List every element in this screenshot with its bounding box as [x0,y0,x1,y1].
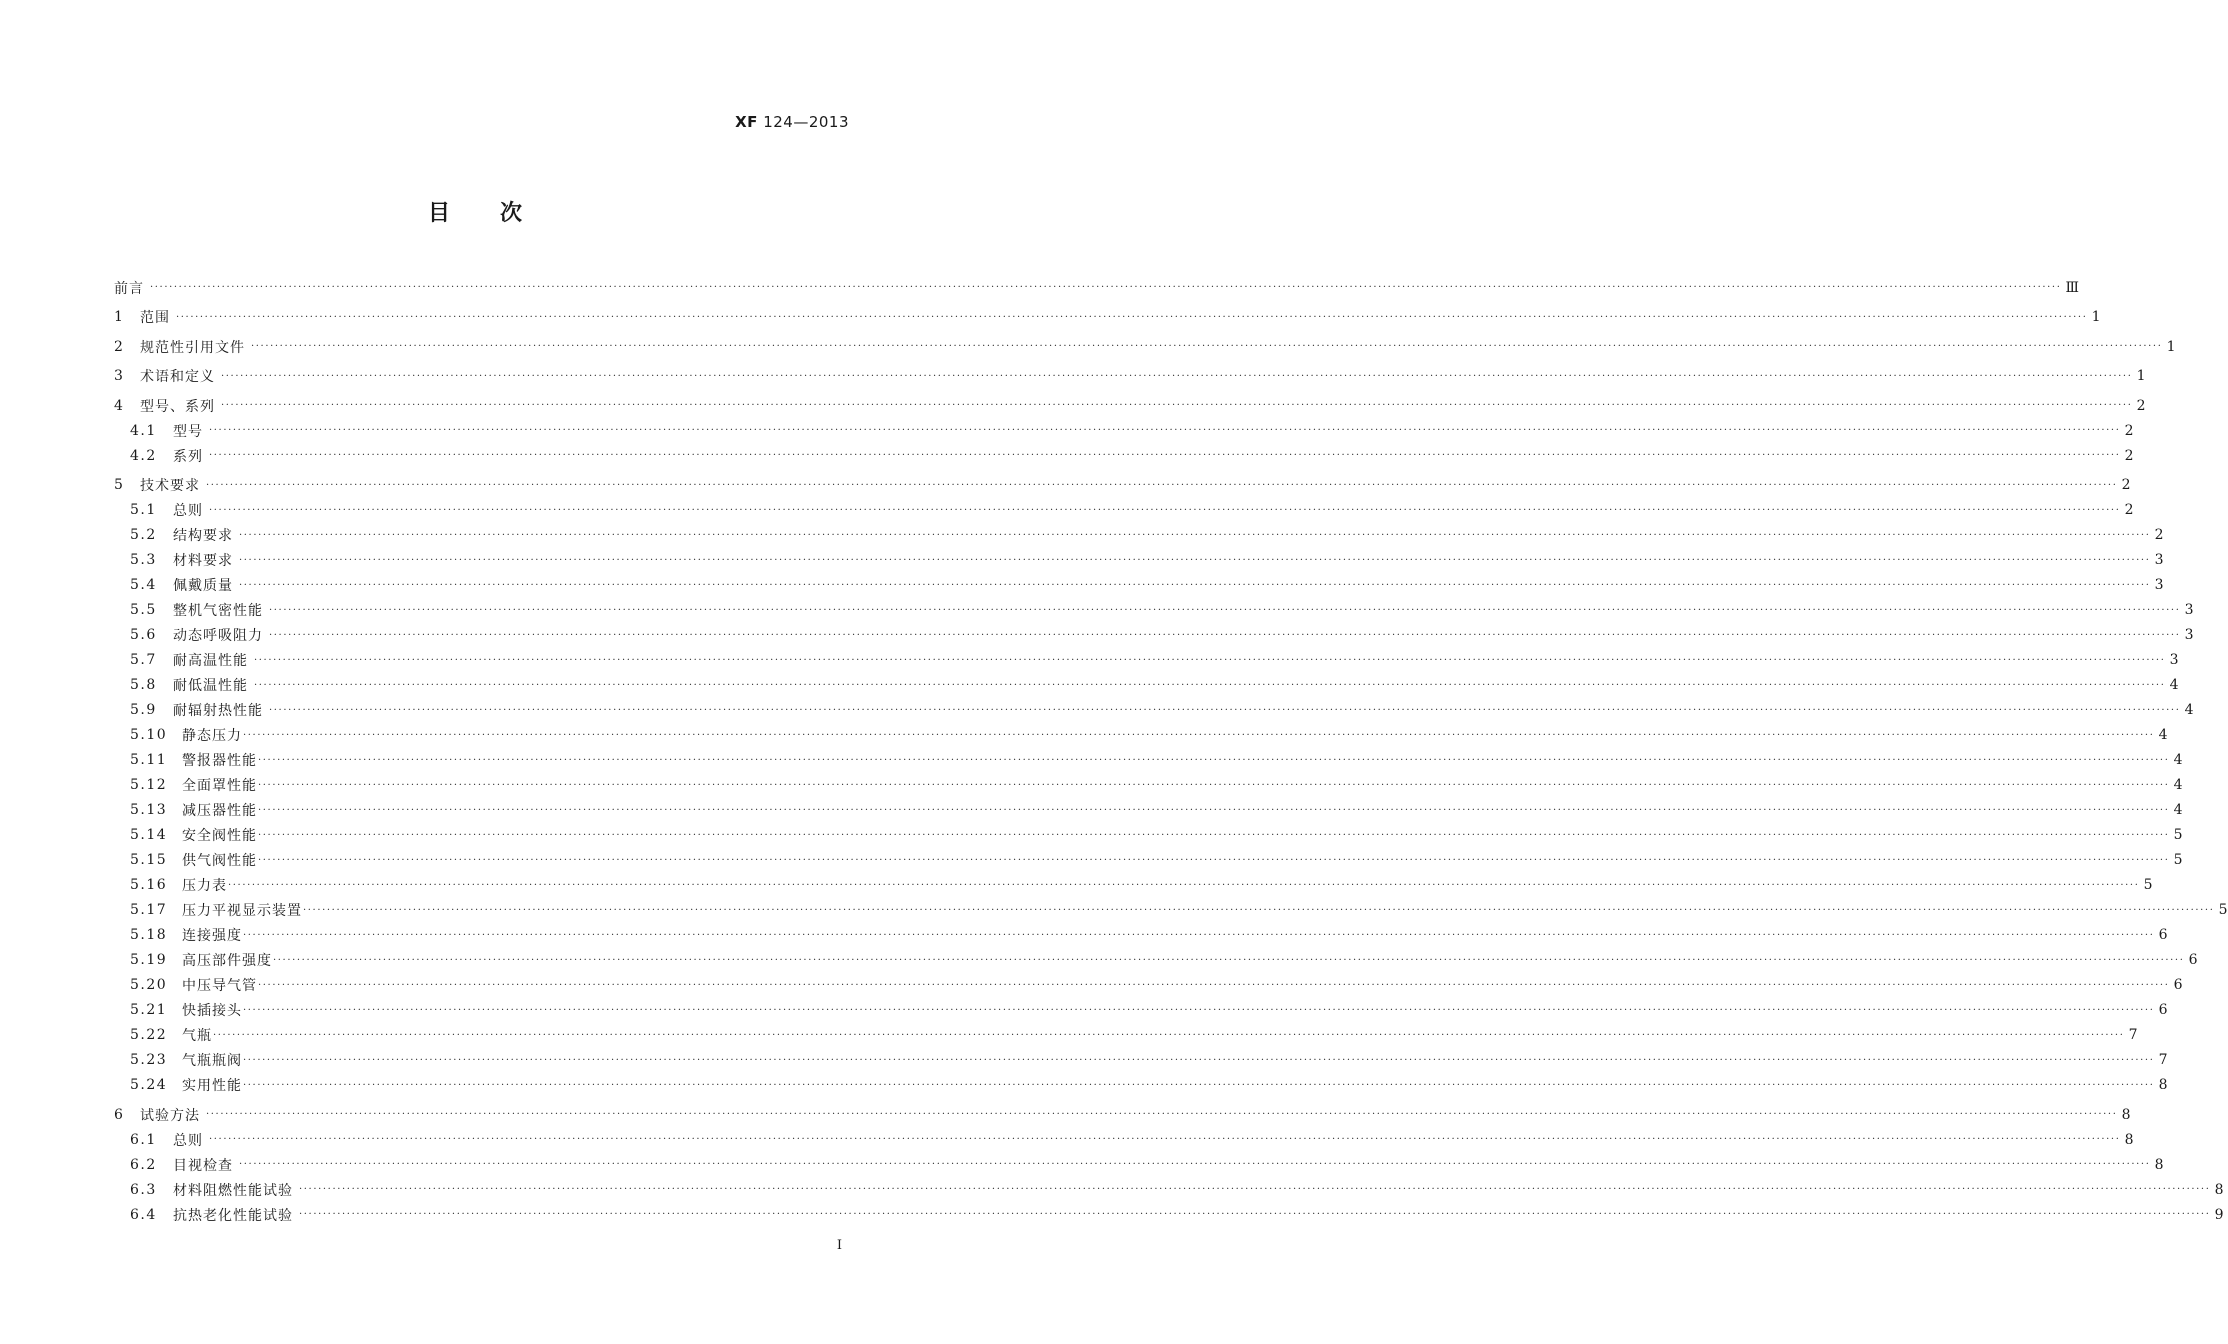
toc-entry-title: 总则 [173,503,203,519]
toc-entry-page: 2 [2121,477,2132,493]
toc-entry-page: 6 [2158,927,2169,943]
toc-entry-page: 2 [2136,397,2147,414]
toc-entry-title: 警报器性能 [182,753,257,769]
toc-entry-number: 6 [114,1106,125,1123]
toc-entry-page: 3 [2154,552,2165,568]
toc-entry-number: 5.18 [130,927,168,943]
toc-entry-title: 安全阀性能 [182,828,257,844]
toc-entry[interactable] [114,573,2165,598]
toc-leader-dots: ················································································································································································································································································································································································································ [239,1159,2151,1170]
toc-entry-title: 减压器性能 [182,803,257,819]
toc-entry[interactable] [114,473,2132,498]
toc-entry[interactable] [114,648,2180,673]
toc-leader-dots: ················································································································································································································································································································································································································ [243,1004,2155,1016]
toc-entry-page: 7 [2158,1052,2169,1068]
toc-entry[interactable] [114,898,2228,923]
toc-leader-dots: ················································································································································································································································································································································································································ [209,425,2121,436]
toc-entry[interactable] [114,623,2195,648]
toc-entry-page: 4 [2169,677,2180,693]
toc-entry-page: 8 [2121,1106,2132,1123]
toc-entry-number: 4.2 [130,447,157,464]
toc-leader-dots: ················································································································································································································································································································································································································ [239,529,2151,541]
toc-entry[interactable] [114,923,2169,948]
toc-leader-dots: ················································································································································································································································································································································································································ [239,554,2151,566]
toc-leader-dots: ················································································································································································································································································································································································································ [206,1109,2118,1120]
toc-entry-title: 压力平视显示装置 [182,903,302,919]
toc-entry-title: 气瓶瓶阀 [182,1053,242,1069]
toc-entry-number: 5 [114,477,125,493]
toc-entry-title: 动态呼吸阻力 [173,628,263,644]
toc-entry-page: 6 [2188,952,2199,968]
toc-entry-number: 5.20 [130,977,168,993]
toc-entry-number: 5.10 [130,727,168,743]
toc-entry-page: 5 [2173,852,2184,868]
toc-leader-dots: ················································································································································································································································································································································································································ [209,450,2121,461]
toc-entry-page: 4 [2184,702,2195,718]
toc-entry-title: 范围 [140,310,170,326]
toc-entry-number: 5.14 [130,827,168,843]
toc-entry-number: 5.7 [130,652,157,668]
table-of-contents [114,275,2228,1227]
toc-entry-page: 1 [2091,309,2102,325]
toc-leader-dots: ················································································································································································································································································································································································································ [254,679,2166,691]
toc-entry-number: 5.24 [130,1077,168,1093]
toc-entry-title: 材料阻燃性能试验 [173,1182,293,1199]
toc-entry-title: 连接强度 [182,928,242,944]
toc-leader-dots: ················································································································································································································································································································································································································ [273,954,2185,966]
toc-entry-number: 2 [114,338,125,355]
toc-entry-title: 气瓶 [182,1028,212,1044]
toc-leader-dots: ················································································································································································································································································································································································································ [251,341,2163,352]
toc-entry-title: 压力表 [182,878,227,894]
toc-entry[interactable] [114,948,2199,973]
toc-leader-dots: ················································································································································································································································································································································································································ [239,579,2151,591]
toc-leader-dots: ················································································································································································································································································································································································································ [258,754,2170,766]
toc-entry[interactable] [114,418,2135,443]
toc-entry-title: 佩戴质量 [173,578,233,594]
toc-entry-number: 5.4 [130,577,157,593]
toc-leader-dots: ················································································································································································································································································································································································································ [258,779,2170,791]
toc-entry[interactable] [114,848,2184,873]
toc-leader-dots: ················································································································································································································································································································································································································ [209,504,2121,516]
page-title: 目次 [427,201,572,226]
toc-leader-dots: ················································································································································································································································································································································································································ [269,704,2181,716]
toc-entry-page: 8 [2158,1077,2169,1093]
toc-leader-dots: ················································································································································································································································································································································································································ [299,1209,2211,1220]
toc-leader-dots: ················································································································································································································································································································································································································ [269,629,2181,641]
toc-leader-dots: ················································································································································································································································································································································································································ [243,1054,2155,1066]
toc-entry-page: 4 [2158,727,2169,743]
toc-entry-page: 6 [2158,1002,2169,1018]
toc-entry-number: 4 [114,397,125,414]
toc-entry[interactable] [114,1177,2225,1202]
toc-entry-page: 1 [2136,368,2147,384]
toc-entry-page: 2 [2124,447,2135,464]
toc-leader-dots: ················································································································································································································································································································································································································ [209,1134,2121,1145]
toc-entry[interactable] [114,523,2165,548]
toc-entry-number: 5.16 [130,877,168,893]
toc-entry[interactable] [114,1152,2165,1177]
toc-leader-dots: ················································································································································································································································································································································································································ [221,400,2133,411]
toc-entry-page: 5 [2143,877,2154,893]
toc-entry-page: 1 [2166,338,2177,355]
toc-leader-dots: ················································································································································································································································································································································································································ [258,854,2170,866]
toc-entry[interactable] [114,443,2135,468]
toc-entry-number: 5.17 [130,902,168,918]
toc-entry-title: 中压导气管 [182,978,257,994]
toc-entry-page: 8 [2214,1181,2225,1198]
toc-entry[interactable] [114,698,2195,723]
toc-entry-page: 3 [2184,627,2195,643]
toc-entry[interactable] [114,1023,2139,1048]
toc-entry[interactable] [114,364,2147,389]
toc-entry-page: 6 [2173,977,2184,993]
toc-entry-page: 4 [2173,802,2184,818]
toc-entry-title: 术语和定义 [140,369,215,385]
toc-entry[interactable] [114,548,2165,573]
toc-leader-dots: ················································································································································································································································································································································································································ [258,804,2170,816]
toc-entry-number: 5.21 [130,1002,168,1018]
toc-entry-title: 型号 [173,423,203,440]
toc-leader-dots: ················································································································································································································································································································································································································ [206,479,2118,491]
toc-entry-number: 5.8 [130,677,157,693]
toc-leader-dots: ················································································································································································································································································································································································································ [299,1184,2211,1195]
toc-entry[interactable] [114,823,2184,848]
toc-entry-title: 抗热老化性能试验 [173,1207,293,1224]
toc-entry-title: 系列 [173,448,203,465]
toc-entry-title: 技术要求 [140,478,200,494]
toc-entry-number: 5.22 [130,1027,168,1043]
toc-entry-number: 5.11 [130,752,168,768]
toc-entry-number: 5.13 [130,802,168,818]
toc-entry-number: 5.23 [130,1052,168,1068]
toc-entry-title: 规范性引用文件 [140,339,245,356]
page-folio: I [836,1238,842,1253]
toc-entry-number: 5.15 [130,852,168,868]
toc-entry-number: 5.5 [130,602,157,618]
toc-leader-dots: ················································································································································································································································································································································································································ [221,370,2133,382]
toc-entry-title: 目视检查 [173,1157,233,1174]
toc-entry-page: 8 [2124,1131,2135,1148]
toc-entry-number: 5.12 [130,777,168,793]
toc-entry-title: 实用性能 [182,1078,242,1094]
toc-entry-title: 材料要求 [173,553,233,569]
toc-entry-page: 4 [2173,777,2184,793]
toc-entry[interactable] [114,973,2184,998]
toc-entry[interactable] [114,723,2169,748]
toc-leader-dots: ················································································································································································································································································································································································································ [254,654,2166,666]
toc-entry-title: 试验方法 [140,1107,200,1124]
toc-entry-page: 2 [2124,502,2135,518]
standard-prefix: XF [735,113,758,131]
toc-entry-page: 5 [2173,827,2184,843]
toc-entry[interactable] [114,275,2080,300]
toc-entry-page: 5 [2218,902,2228,918]
toc-entry-page: Ⅲ [2065,279,2080,296]
toc-entry-number: 6.2 [130,1156,157,1173]
toc-entry[interactable] [114,305,2102,330]
toc-entry[interactable] [114,598,2195,623]
toc-leader-dots: ················································································································································································································································································································································································································ [150,282,2062,293]
toc-entry-number: 3 [114,368,125,384]
toc-entry-page: 9 [2214,1206,2225,1223]
toc-entry-title: 静态压力 [182,728,242,744]
toc-entry[interactable] [114,748,2184,773]
toc-entry[interactable] [114,1202,2225,1227]
standard-number: 124—2013 [763,113,849,131]
toc-entry-title: 耐高温性能 [173,653,248,669]
toc-entry-page: 3 [2154,577,2165,593]
toc-entry-title: 高压部件强度 [182,953,272,969]
toc-entry[interactable] [114,1048,2169,1073]
toc-entry-title: 耐辐射热性能 [173,703,263,719]
toc-entry[interactable] [114,334,2177,359]
toc-entry[interactable] [114,1102,2132,1127]
toc-entry-number: 5.1 [130,502,157,518]
toc-entry-page: 3 [2184,602,2195,618]
toc-entry-title: 耐低温性能 [173,678,248,694]
toc-leader-dots: ················································································································································································································································································································································································································ [243,1079,2155,1091]
toc-leader-dots: ················································································································································································································································································································································································································ [258,979,2170,991]
toc-entry-number: 5.19 [130,952,168,968]
toc-entry-number: 5.2 [130,527,157,543]
toc-entry-page: 4 [2173,752,2184,768]
toc-entry-number: 5.3 [130,552,157,568]
toc-entry-page: 7 [2128,1027,2139,1043]
toc-leader-dots: ················································································································································································································································································································································································································ [176,311,2088,323]
toc-entry[interactable] [114,773,2184,798]
toc-entry[interactable] [114,998,2169,1023]
toc-entry-title: 前言 [114,280,144,297]
toc-entry[interactable] [114,1073,2169,1098]
toc-entry-number: 6.3 [130,1181,157,1198]
toc-entry-page: 3 [2169,652,2180,668]
toc-entry-number: 5.6 [130,627,157,643]
toc-entry[interactable] [114,798,2184,823]
toc-leader-dots: ················································································································································································································································································································································································································ [228,879,2140,891]
toc-entry-page: 2 [2124,422,2135,439]
toc-leader-dots: ················································································································································································································································································································································································································ [243,729,2155,741]
toc-entry-title: 总则 [173,1132,203,1149]
toc-entry[interactable] [114,1127,2135,1152]
toc-entry-page: 8 [2154,1156,2165,1173]
toc-entry-title: 型号、系列 [140,398,215,415]
standard-code [735,113,849,131]
toc-leader-dots: ················································································································································································································································································································································································································ [243,929,2155,941]
toc-entry-number: 6.4 [130,1206,157,1223]
toc-entry[interactable] [114,498,2135,523]
toc-entry-number: 4.1 [130,422,157,439]
toc-leader-dots: ················································································································································································································································································································································································································ [258,829,2170,841]
toc-entry-number: 6.1 [130,1131,157,1148]
toc-entry[interactable] [114,873,2154,898]
toc-entry-title: 快插接头 [182,1003,242,1019]
toc-entry-number: 1 [114,309,125,325]
toc-entry-title: 全面罩性能 [182,778,257,794]
toc-leader-dots: ················································································································································································································································································································································································································ [213,1029,2125,1041]
toc-entry-title: 结构要求 [173,528,233,544]
toc-leader-dots: ················································································································································································································································································································································································································ [269,604,2181,616]
toc-entry-title: 整机气密性能 [173,603,263,619]
toc-entry-title: 供气阀性能 [182,853,257,869]
toc-entry-number: 5.9 [130,702,157,718]
toc-leader-dots: ················································································································································································································································································································································································································ [303,904,2215,916]
toc-entry[interactable] [114,393,2147,418]
toc-entry[interactable] [114,673,2180,698]
toc-entry-page: 2 [2154,527,2165,543]
